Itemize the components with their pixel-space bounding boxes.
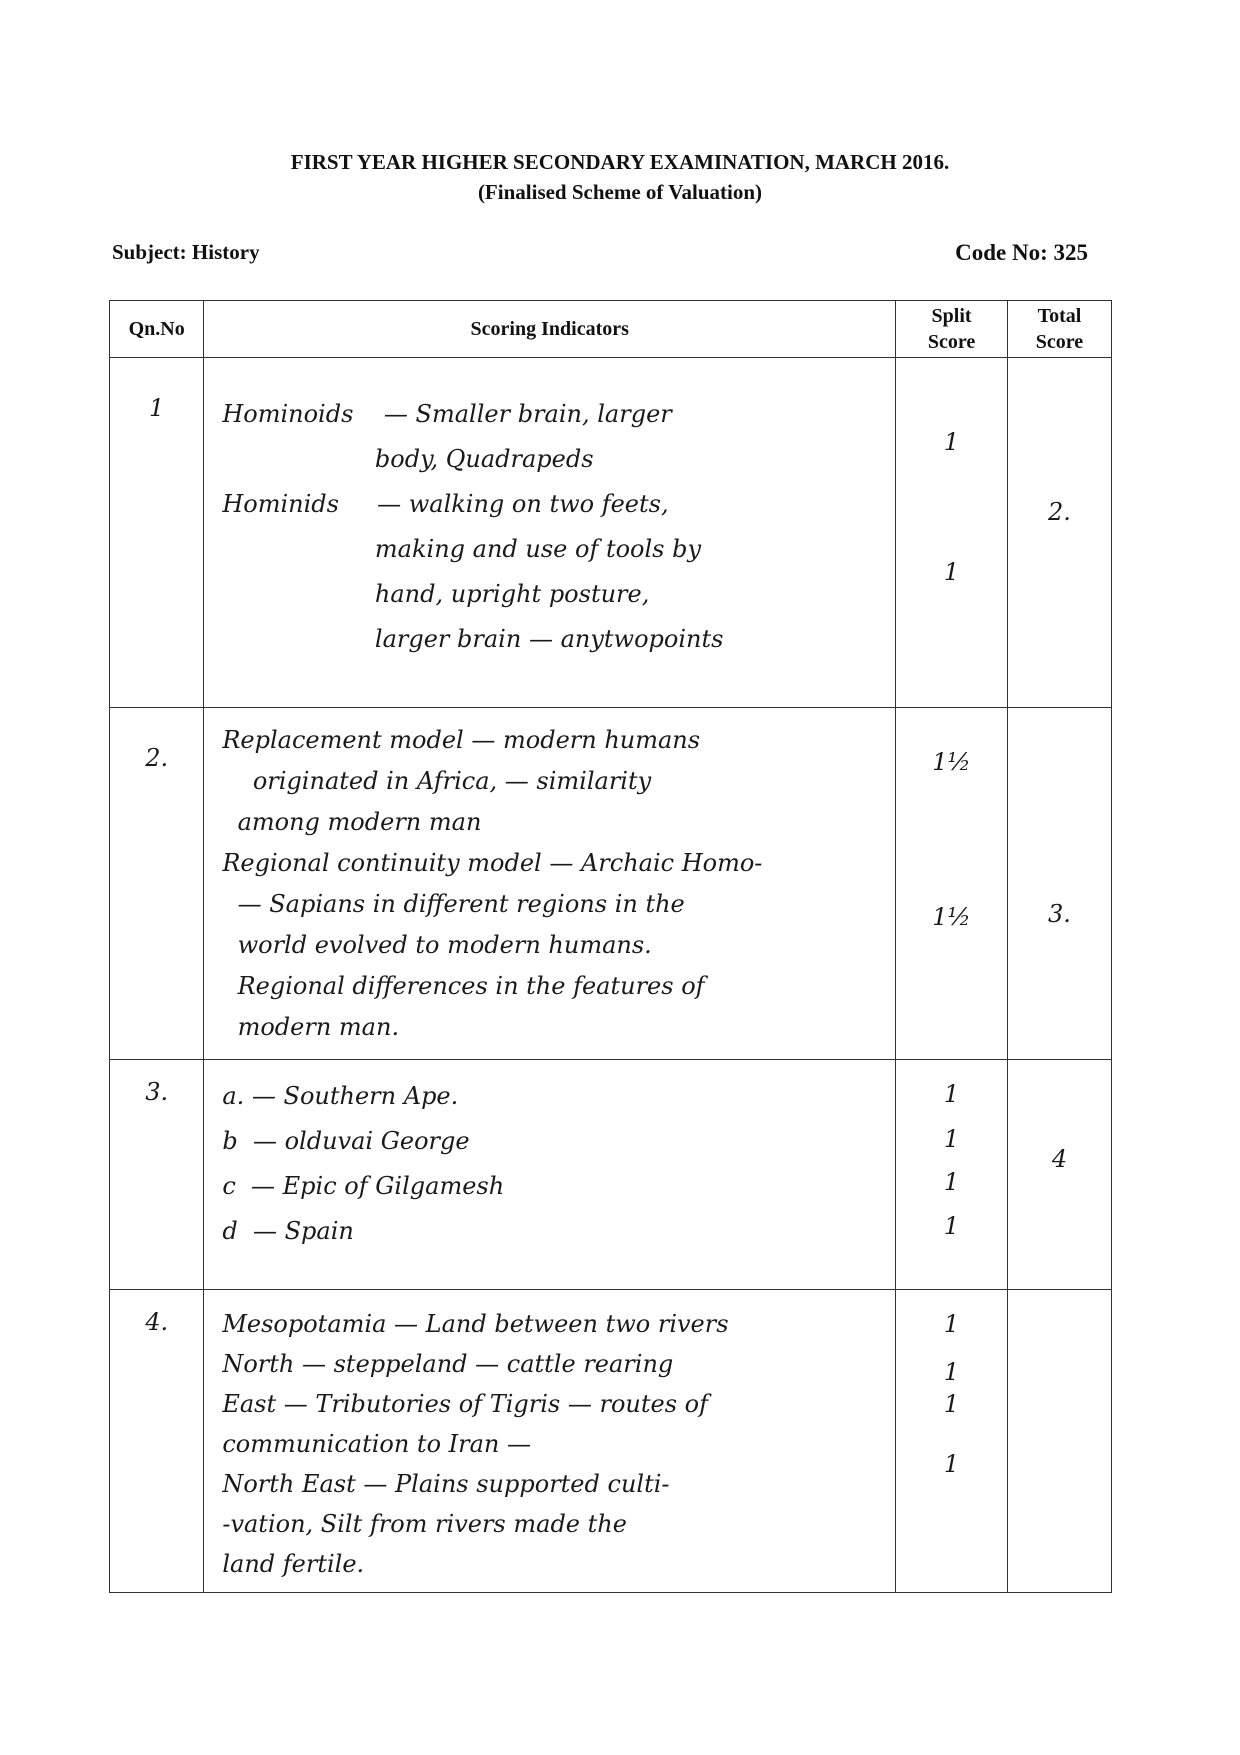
indicator-line: — Sapians in different regions in the: [222, 890, 685, 918]
indicator-line: world evolved to modern humans.: [222, 931, 652, 959]
split-score: [896, 1060, 1008, 1290]
split-mark: 1½: [932, 748, 971, 776]
indicator-line: land fertile.: [222, 1550, 365, 1578]
header-split-line1: Split: [931, 305, 972, 327]
indicator-line: North — steppeland — cattle rearing: [222, 1350, 674, 1378]
header-total-line1: Total: [1037, 305, 1082, 327]
code-label: Code No: 325: [955, 240, 1088, 265]
exam-subtitle: (Finalised Scheme of Valuation): [477, 180, 763, 204]
header-split-line2: Score: [927, 331, 976, 353]
table-row: [110, 1060, 1112, 1290]
total-score: [1007, 1060, 1111, 1290]
table-row: [110, 708, 1112, 1060]
indicator-line: Replacement model — modern humans: [222, 726, 701, 754]
indicator-line: originated in Africa, — similarity: [222, 767, 652, 795]
valuation-table: [109, 300, 1112, 1593]
scoring-indicators: [204, 358, 896, 708]
indicator-line: Regional continuity model — Archaic Homo-: [222, 849, 763, 877]
total-mark: 4: [1051, 1145, 1068, 1173]
total-score: [1007, 358, 1111, 708]
scoring-indicators: [204, 708, 896, 1060]
split-mark: 1: [943, 1080, 960, 1108]
indicator-line: East — Tributories of Tigris — routes of: [222, 1390, 708, 1418]
exam-title: FIRST YEAR HIGHER SECONDARY EXAMINATION, MARCH 2016.: [290, 150, 950, 174]
scoring-indicators: [204, 1060, 896, 1290]
header-total: [1007, 301, 1111, 358]
split-mark: 1: [943, 1390, 960, 1418]
table-row: [110, 1290, 1112, 1593]
split-mark: 1: [943, 1450, 960, 1478]
question-number: 3.: [110, 1060, 204, 1290]
indicator-line: c — Epic of Gilgamesh: [222, 1172, 505, 1200]
indicator-line: hand, upright posture,: [222, 580, 650, 608]
header-total-line2: Score: [1035, 331, 1084, 353]
table-header-row: [110, 301, 1112, 358]
indicator-line: d — Spain: [222, 1217, 354, 1245]
header-qno: Qn.No: [110, 301, 204, 358]
split-mark: 1½: [932, 903, 971, 931]
indicator-line: body, Quadrapeds: [222, 445, 594, 473]
table-row: [110, 358, 1112, 708]
indicator-line: Hominoids — Smaller brain, larger: [222, 400, 672, 428]
header-indicators: Scoring Indicators: [204, 301, 896, 358]
split-mark: 1: [943, 1310, 960, 1338]
indicator-line: North East — Plains supported culti-: [222, 1470, 670, 1498]
indicator-line: making and use of tools by: [222, 535, 702, 563]
indicator-line: larger brain — anytwopoints: [222, 625, 724, 653]
indicator-line: among modern man: [222, 808, 482, 836]
split-mark: 1: [943, 1358, 960, 1386]
total-mark: 2.: [1048, 498, 1071, 526]
split-mark: 1: [943, 1168, 960, 1196]
split-mark: 1: [943, 428, 960, 456]
header-split: [896, 301, 1008, 358]
split-mark: 1: [943, 1125, 960, 1153]
total-mark: 3.: [1048, 900, 1071, 928]
question-number: 2.: [110, 708, 204, 1060]
total-score: [1007, 708, 1111, 1060]
split-mark: 1: [943, 1212, 960, 1240]
indicator-line: Hominids — walking on two feets,: [222, 490, 669, 518]
split-score: [896, 358, 1008, 708]
total-score: [1007, 1290, 1111, 1593]
indicator-line: Regional differences in the features of: [222, 972, 705, 1000]
indicator-line: -vation, Silt from rivers made the: [222, 1510, 627, 1538]
split-score: [896, 1290, 1008, 1593]
indicator-line: a. — Southern Ape.: [222, 1082, 459, 1110]
split-mark: 1: [943, 558, 960, 586]
question-number: 4.: [110, 1290, 204, 1593]
indicator-line: Mesopotamia — Land between two rivers: [222, 1310, 729, 1338]
question-number: 1: [110, 358, 204, 708]
scoring-indicators: [204, 1290, 896, 1593]
indicator-line: b — olduvai George: [222, 1127, 470, 1155]
indicator-line: communication to Iran —: [222, 1430, 531, 1458]
subject-label: Subject: History: [112, 240, 260, 264]
split-score: [896, 708, 1008, 1060]
indicator-line: modern man.: [222, 1013, 400, 1041]
